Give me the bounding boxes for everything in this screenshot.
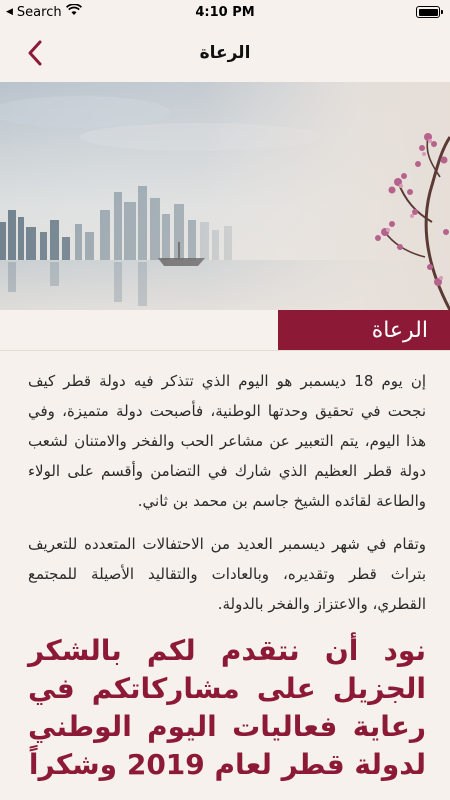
paragraph-celebrations: وتقام في شهر ديسمبر العديد من الاحتفالات المتعدده للتعريف بتراث قطر وتقديره، وبالعادات والتقاليد الأصيلة للمجتمع القطري، والاعتزاز والفخر بالدولة.	[28, 535, 426, 613]
divider	[0, 350, 450, 351]
page-title: الرعاة	[199, 43, 251, 63]
navigation-bar	[0, 24, 450, 82]
carrier-label: Search	[16, 4, 62, 20]
back-button[interactable]	[18, 36, 52, 70]
section-title: الرعاة	[371, 318, 428, 343]
status-time: 4:10 PM	[195, 4, 255, 20]
status-left	[0, 4, 82, 20]
status-bar	[0, 0, 450, 24]
status-right	[416, 6, 450, 18]
chevron-left-icon	[27, 40, 43, 66]
hero-image	[0, 82, 450, 310]
paragraph-national-day: إن يوم 18 ديسمبر هو اليوم الذي تتذكر فيه دولة قطر كيف نجحت في تحقيق وحدتها الوطنية، فأصبحت دولة متميزة، وفي هذا اليوم، يتم التعبير عن مشاعر الحب والفخر والامتنان لشعب دولة قطر العظيم الذي شارك في التضامن وأقسم على الولاء والطاعة لقائده الشيخ جاسم بن محمد بن ثاني.	[28, 372, 426, 510]
section-title-banner	[278, 310, 450, 351]
back-triangle-icon: ◀	[6, 7, 13, 17]
thank-you-highlight: نود أن نتقدم لكم بالشكر الجزيل على مشاركاتكم في رعاية فعاليات اليوم الوطني لدولة قطر لعام 2019 وشكراً	[28, 634, 426, 781]
wifi-icon	[66, 4, 82, 20]
battery-icon	[416, 6, 440, 18]
article-content	[28, 366, 426, 784]
